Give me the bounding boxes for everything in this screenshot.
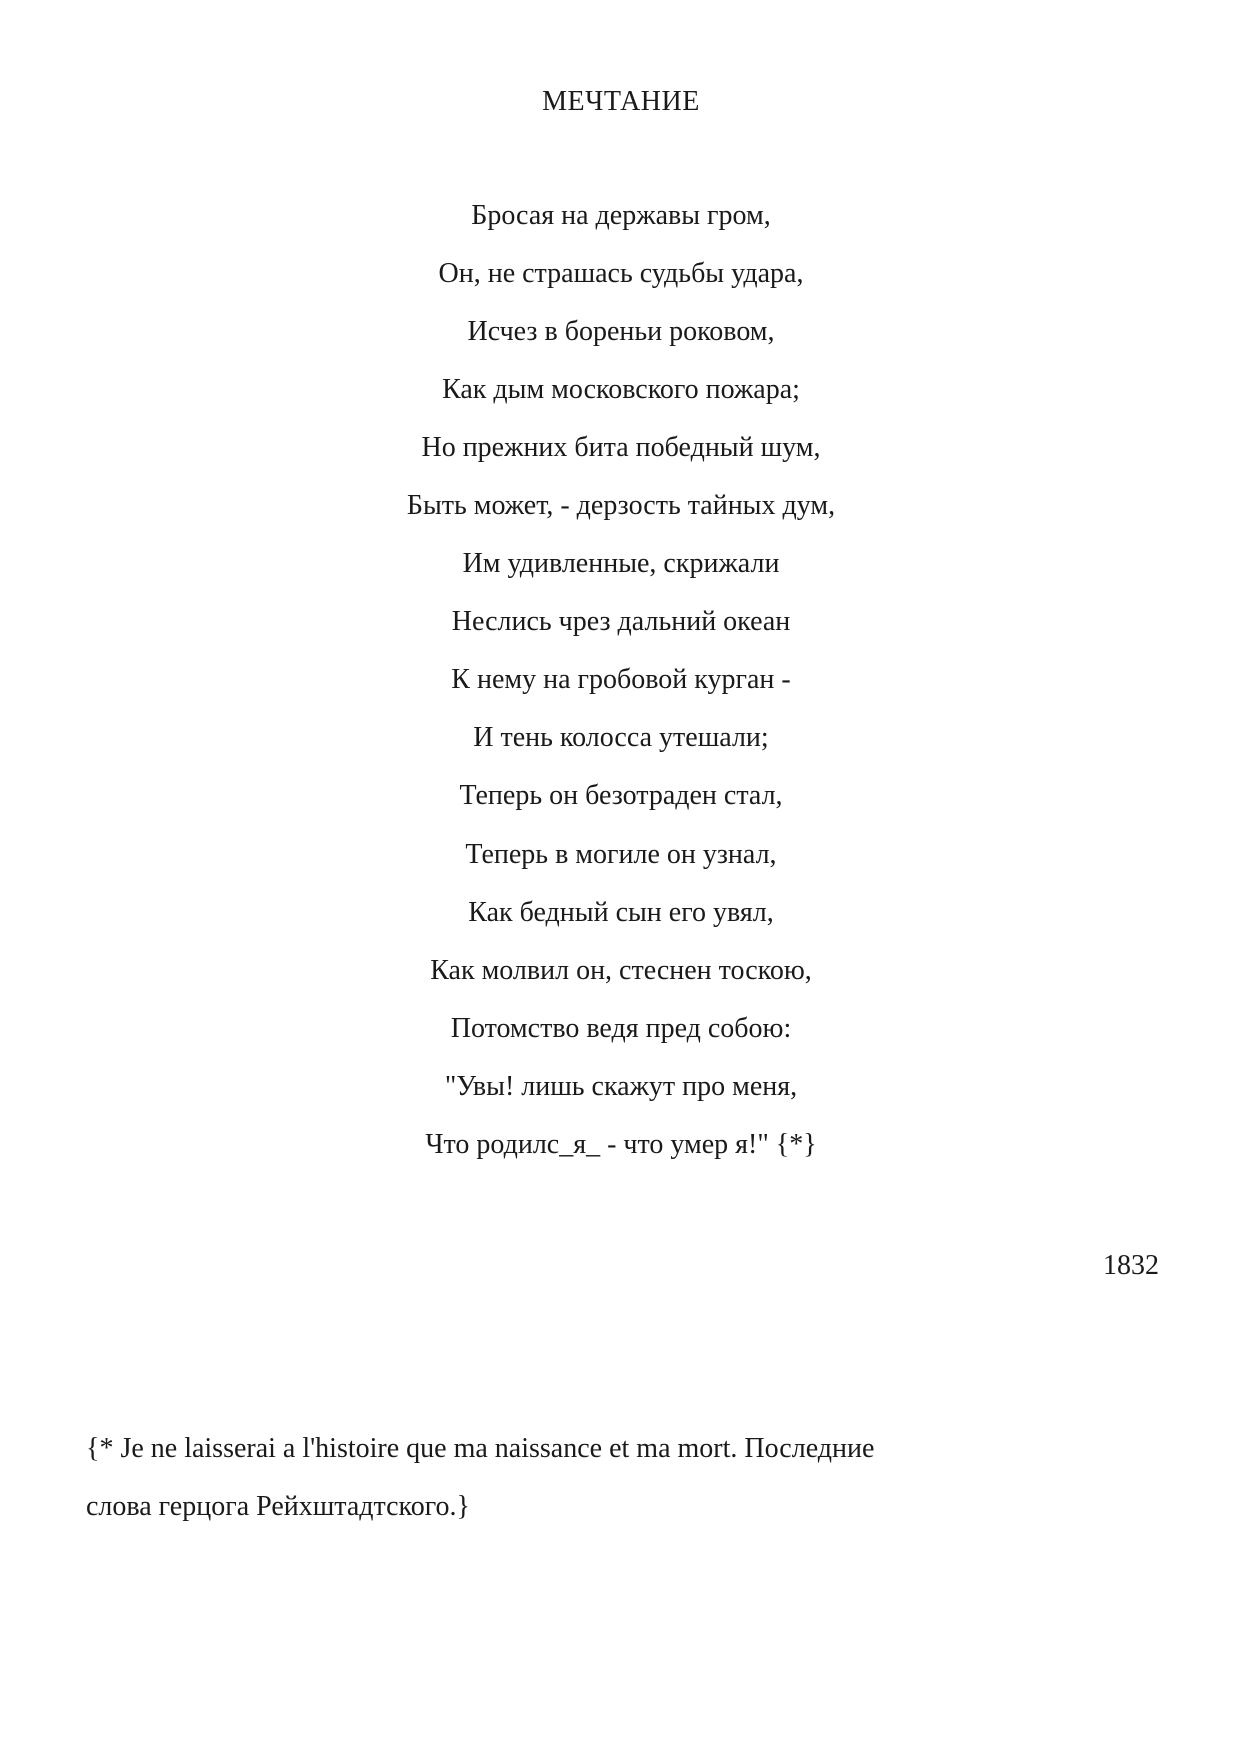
poem-line: Бросая на державы гром,: [471, 200, 771, 231]
poem-line: Неслись чрез дальний океан: [451, 606, 791, 638]
poem-line: Он, не страшась судьбы удара,: [438, 258, 804, 290]
footnote: [86, 1420, 1086, 1536]
poem-line: К нему на гробовой курган -: [451, 664, 791, 696]
poem-line: Как бедный сын его увял,: [468, 896, 774, 928]
poem-line: Но прежних бита победный шум,: [421, 432, 821, 464]
poem-title: МЕЧТАНИЕ: [542, 86, 700, 117]
poem-line: Как молвил он, стеснен тоскою,: [430, 954, 812, 986]
poem-line: Как дым московского пожара;: [442, 374, 800, 406]
poem-line: Теперь он безотраден стал,: [459, 780, 783, 812]
poem-body: [0, 196, 1242, 1183]
poem-line: Теперь в могиле он узнал,: [465, 838, 777, 870]
poem-line: Что родилс_я_ - что умер я!" {*}: [425, 1128, 817, 1160]
poem-line: "Увы! лишь скажут про меня,: [444, 1070, 798, 1102]
poem-year: 1832: [1103, 1250, 1159, 1281]
poem-line: Исчез в бореньи роковом,: [467, 316, 775, 348]
poem-line: Быть может, - дерзость тайных дум,: [406, 490, 836, 522]
footnote-line: слова герцога Рейхштадтского.}: [86, 1491, 470, 1522]
poem-line: Потомство ведя пред собою:: [450, 1012, 792, 1044]
poem-line: Им удивленные, скрижали: [462, 548, 780, 580]
footnote-line: {* Je ne laisserai a l'histoire que ma naissance et ma mort. Последние: [86, 1433, 875, 1464]
poem-line: И тень колосса утешали;: [473, 722, 769, 754]
